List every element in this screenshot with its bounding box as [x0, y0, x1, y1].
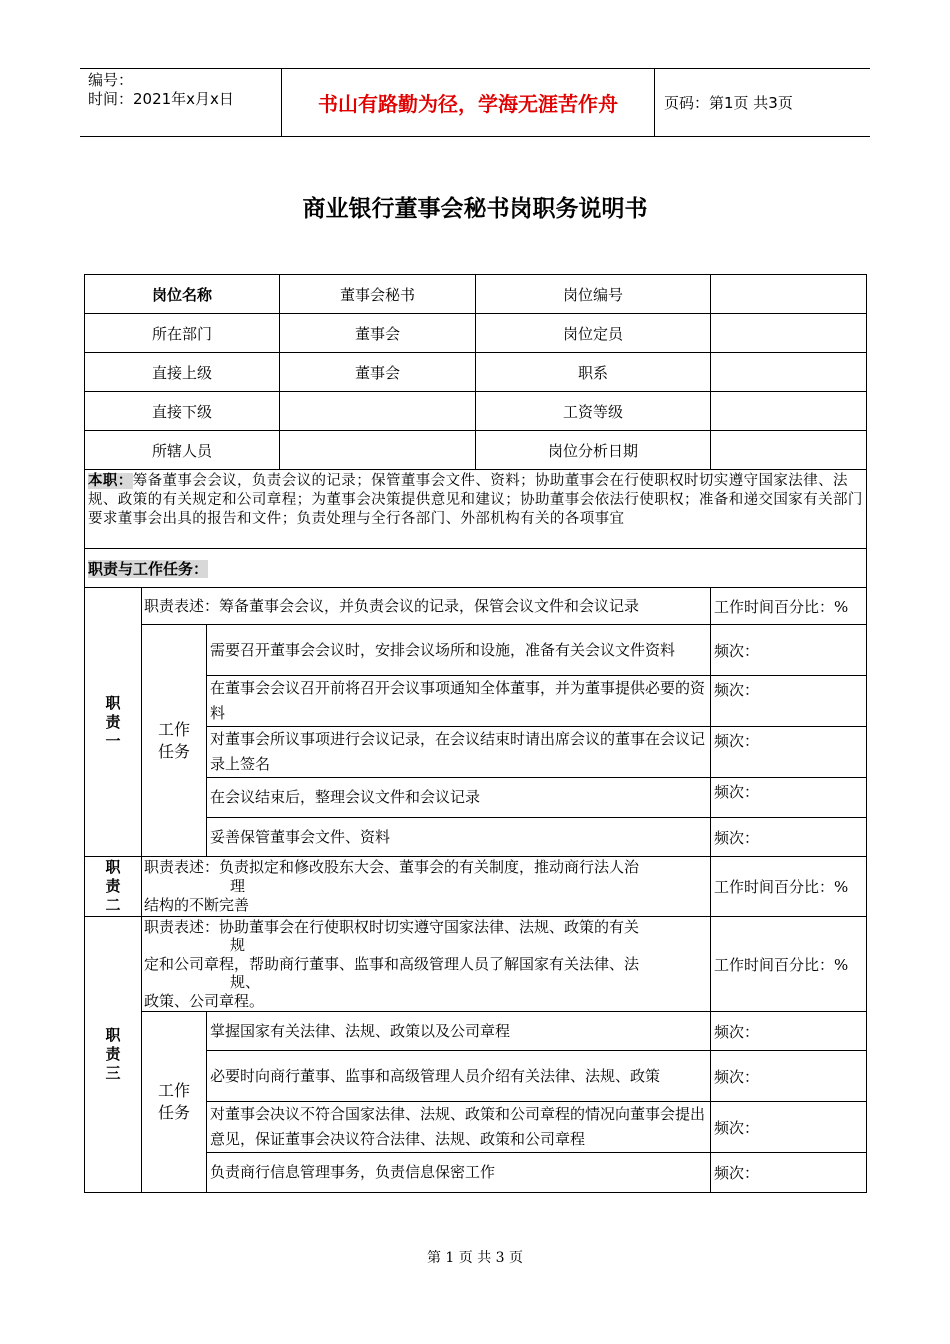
duty-description-line: 结构的不断完善 [144, 896, 250, 914]
header-page-info: 页码：第1页 共3页 [664, 94, 793, 112]
info-value: 董事会 [280, 314, 476, 353]
info-row [85, 353, 867, 392]
duty-1-label [85, 588, 142, 857]
summary-label: 本职： [88, 473, 133, 489]
duty-description [142, 917, 711, 1012]
info-value [711, 431, 867, 470]
time-percentage: 工作时间百分比：% [711, 917, 867, 1012]
task-item: 需要召开董事会会议时，安排会议场所和设施，准备有关会议文件资料 [207, 625, 711, 676]
info-label: 岗位分析日期 [476, 431, 711, 470]
task-item: 负责商行信息管理事务，负责信息保密工作 [207, 1153, 711, 1193]
duty-description-line: 政策、公司章程。 [144, 991, 265, 1010]
work-task-label [142, 625, 207, 857]
header-meta [80, 69, 282, 136]
info-label: 岗位编号 [476, 275, 711, 314]
task-frequency: 频次： [711, 778, 867, 818]
task-item: 在会议结束后，整理会议文件和会议记录 [207, 778, 711, 818]
info-row [85, 392, 867, 431]
document-time-label: 时间：2021年x月x日 [88, 90, 234, 108]
work-task-label [142, 1012, 207, 1193]
time-percentage: 工作时间百分比：% [711, 857, 867, 917]
section-title-cell [85, 549, 867, 588]
info-value [711, 275, 867, 314]
info-label: 职系 [476, 353, 711, 392]
task-item: 对董事会决议不符合国家法律、法规、政策和公司章程的情况向董事会提出意见，保证董事会决议符合法律、法规、政策和公司章程 [207, 1102, 711, 1153]
duty-description-line: 理 [230, 877, 246, 895]
duty-row [85, 857, 867, 917]
time-percentage: 工作时间百分比：% [711, 588, 867, 625]
task-frequency: 频次： [711, 676, 867, 727]
duty-row [85, 917, 867, 1012]
info-row [85, 314, 867, 353]
info-label: 所在部门 [85, 314, 280, 353]
task-frequency: 频次： [711, 1012, 867, 1051]
info-value [711, 353, 867, 392]
summary-text: 筹备董事会会议，负责会议的记录；保管董事会文件、资料；协助董事会在行使职权时切实遵守国家法律、法规、政策的有关规定和公司章程；为董事会决策提供意见和建议；协助董事会依法行使职权；准备和递交国家有关部门要求董事会出具的报告和文件；负责处理与全行各部门、外部机构有关的各项事宜 [88, 473, 863, 527]
info-label: 直接上级 [85, 353, 280, 392]
duty-name: 职 责 一 [105, 693, 121, 750]
info-value [280, 392, 476, 431]
info-value [711, 314, 867, 353]
info-label: 岗位名称 [85, 275, 280, 314]
info-label: 工资等级 [476, 392, 711, 431]
duty-description-line: 职责表述：负责拟定和修改股东大会、董事会的有关制度，推动商行法人治 [144, 858, 640, 876]
info-value: 董事会 [280, 353, 476, 392]
task-frequency: 频次： [711, 1051, 867, 1102]
task-item: 在董事会会议召开前将召开会议事项通知全体董事，并为董事提供必要的资料 [207, 676, 711, 727]
section-title-row [85, 549, 867, 588]
task-item: 掌握国家有关法律、法规、政策以及公司章程 [207, 1012, 711, 1051]
task-row [85, 625, 867, 676]
job-summary [85, 470, 867, 549]
duty-description [142, 857, 711, 917]
duty-row [85, 588, 867, 625]
duty-description-line: 职责表述：协助董事会在行使职权时切实遵守国家法律、法规、政策的有关 [144, 917, 640, 936]
task-frequency: 频次： [711, 625, 867, 676]
info-value [711, 392, 867, 431]
section-title: 职责与工作任务： [88, 559, 209, 578]
info-label: 岗位定员 [476, 314, 711, 353]
task-frequency: 频次： [711, 727, 867, 778]
task-item: 对董事会所议事项进行会议记录，在会议结束时请出席会议的董事在会议记录上签名 [207, 727, 711, 778]
task-frequency: 频次： [711, 1102, 867, 1153]
task-frequency: 频次： [711, 1153, 867, 1193]
task-row [85, 1012, 867, 1051]
info-row [85, 275, 867, 314]
task-item: 妥善保管董事会文件、资料 [207, 818, 711, 857]
work-task-text: 工作 任务 [157, 719, 190, 761]
info-value [280, 431, 476, 470]
work-task-text: 工作 任务 [157, 1081, 190, 1122]
duty-3-label [85, 917, 142, 1193]
duty-description-line: 定和公司章程，帮助商行董事、监事和高级管理人员了解国家有关法律、法 [144, 954, 640, 973]
duty-2-label [85, 857, 142, 917]
info-row [85, 431, 867, 470]
task-item: 必要时向商行董事、监事和高级管理人员介绍有关法律、法规、政策 [207, 1051, 711, 1102]
duty-name: 职 责 二 [105, 858, 121, 914]
task-frequency: 频次： [711, 818, 867, 857]
duty-description: 职责表述：筹备董事会会议，并负责会议的记录，保管会议文件和会议记录 [142, 588, 711, 625]
duty-description-line: 规 [230, 936, 246, 955]
info-label: 所辖人员 [85, 431, 280, 470]
document-number-label: 编号： [88, 71, 134, 89]
page-header [80, 68, 870, 137]
header-motto: 书山有路勤为径，学海无涯苦作舟 [282, 69, 655, 136]
info-label: 直接下级 [85, 392, 280, 431]
duty-name: 职 责 三 [105, 1026, 121, 1082]
summary-row [85, 470, 867, 549]
info-value: 董事会秘书 [280, 275, 476, 314]
duty-description-line: 规、 [230, 973, 261, 992]
document-title: 商业银行董事会秘书岗职务说明书 [302, 196, 648, 222]
page-footer: 第 1 页 共 3 页 [426, 1250, 524, 1266]
job-description-table [84, 274, 867, 1193]
